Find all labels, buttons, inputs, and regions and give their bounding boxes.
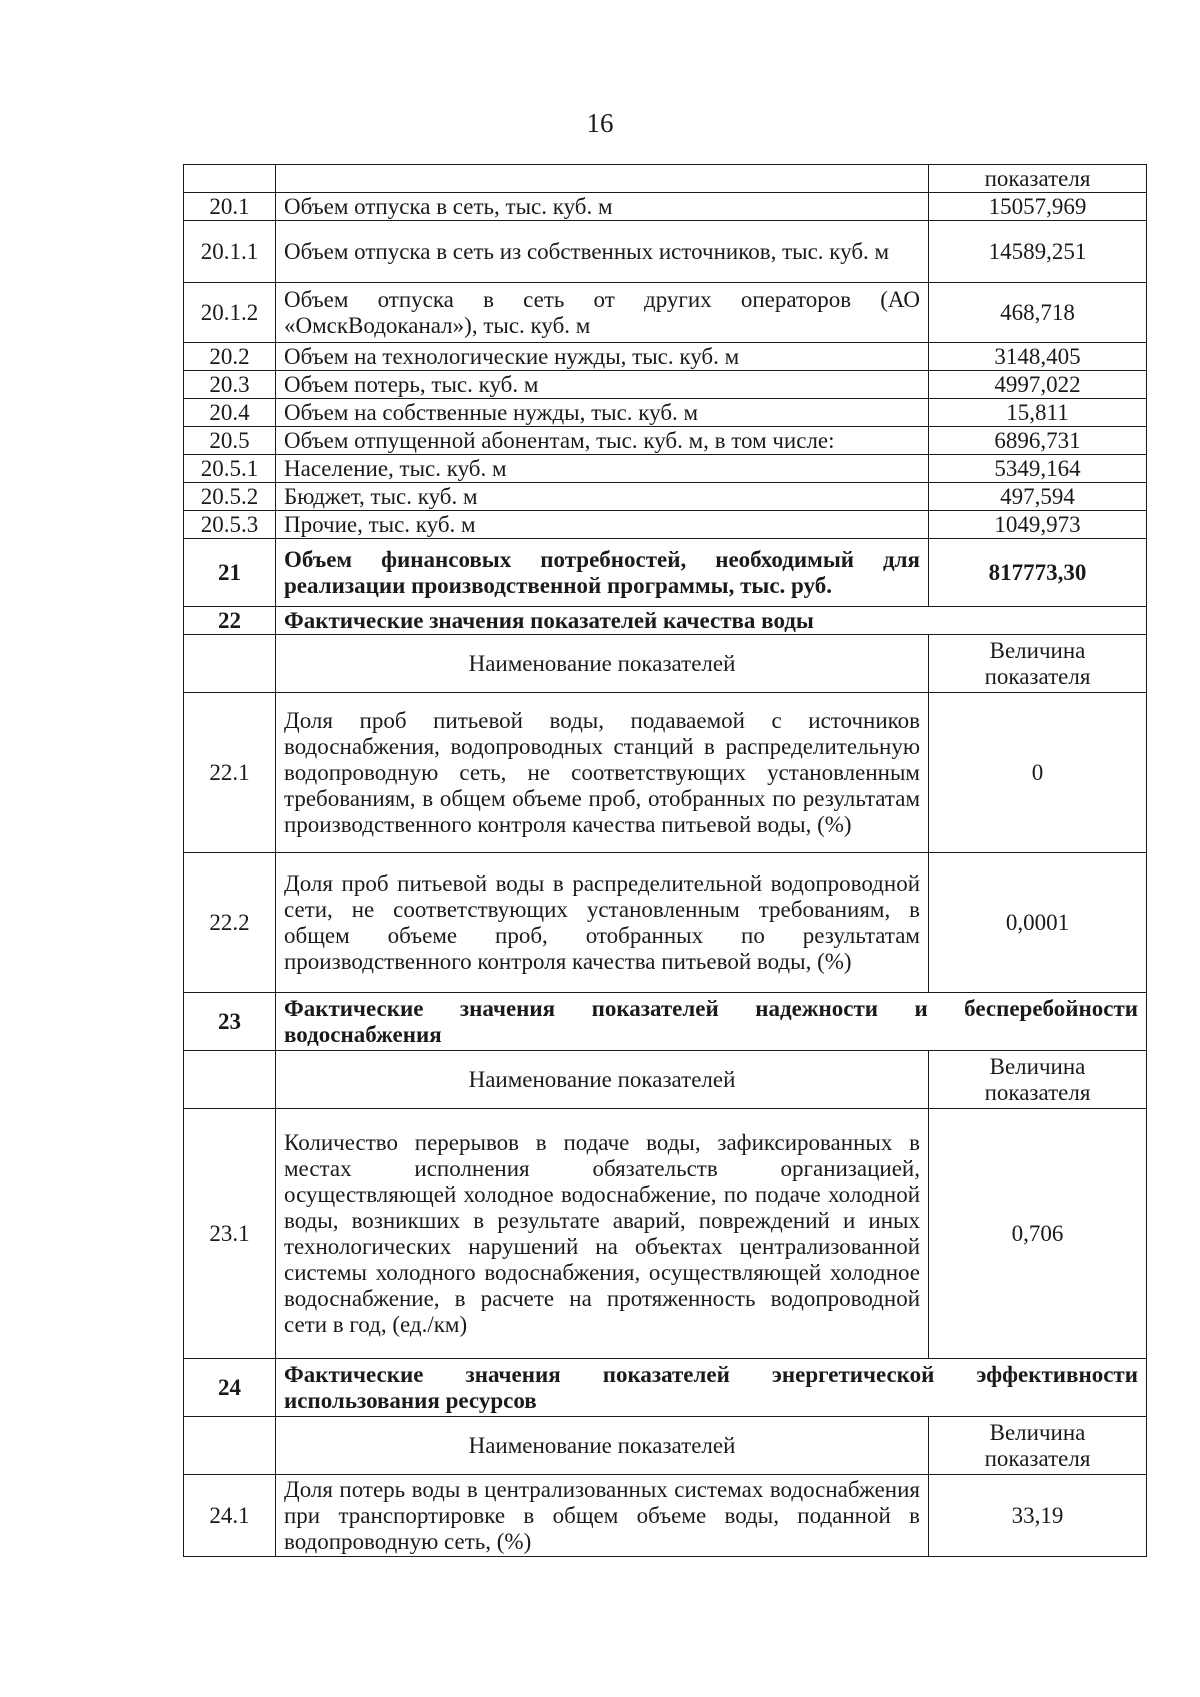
section-number: 23 [184, 993, 276, 1051]
row-value: 497,594 [929, 483, 1147, 511]
row-number: 22.1 [184, 693, 276, 853]
row-description: Объем отпущенной абонентам, тыс. куб. м, в том числе: [276, 427, 929, 455]
row-value: 0,706 [929, 1109, 1147, 1359]
table-row [184, 399, 1147, 427]
row-value: 1049,973 [929, 511, 1147, 539]
row-description: Объем отпуска в сеть из собственных источников, тыс. куб. м [276, 221, 929, 283]
row-description: Прочие, тыс. куб. м [276, 511, 929, 539]
row-description: Доля потерь воды в централизованных системах водоснабжения при транспортировке в общем объеме воды, поданной в водопроводную сеть, (%) [276, 1475, 929, 1557]
section-title: Фактические значения показателей качества воды [276, 607, 1147, 635]
table-row [184, 853, 1147, 993]
row-description: Объем отпуска в сеть, тыс. куб. м [276, 193, 929, 221]
row-description: Количество перерывов в подаче воды, зафиксированных в местах исполнения обязательств организацией, осуществляющей холодное водоснабжение, по подаче холодной воды, возникших в результате аварий, повреждений и иных технологических нарушений на объектах централизованной системы холодного водоснабжения, осуществляющей холодное водоснабжение, в расчете на протяженность водопроводной сети в год, (ед./км) [276, 1109, 929, 1359]
table-row [184, 511, 1147, 539]
row-number: 20.5.3 [184, 511, 276, 539]
table-row-21 [184, 539, 1147, 607]
table-row [184, 455, 1147, 483]
row-description: Бюджет, тыс. куб. м [276, 483, 929, 511]
row-value: 468,718 [929, 283, 1147, 343]
table-row [184, 371, 1147, 399]
table-row [184, 693, 1147, 853]
row-number: 20.4 [184, 399, 276, 427]
table-row [184, 427, 1147, 455]
section-title: Фактические значения показателей энергетической эффективности использования ресурсов [276, 1359, 1147, 1417]
section-number: 24 [184, 1359, 276, 1417]
num-cell [184, 635, 276, 693]
row-value: 0 [929, 693, 1147, 853]
column-header-value: Величина показателя [929, 1417, 1147, 1475]
row-description: Объем на технологические нужды, тыс. куб. м [276, 343, 929, 371]
row-number: 20.5 [184, 427, 276, 455]
row-number: 22.2 [184, 853, 276, 993]
row-value: 5349,164 [929, 455, 1147, 483]
row-number: 21 [184, 539, 276, 607]
num-cell [184, 1051, 276, 1109]
value-header-continued: показателя [929, 165, 1147, 193]
column-header-name: Наименование показателей [276, 635, 929, 693]
table-row [184, 1475, 1147, 1557]
row-number: 20.3 [184, 371, 276, 399]
table-row [184, 1109, 1147, 1359]
row-description: Объем потерь, тыс. куб. м [276, 371, 929, 399]
column-header-value: Величина показателя [929, 635, 1147, 693]
section-24-header [184, 1359, 1147, 1417]
row-number: 24.1 [184, 1475, 276, 1557]
column-header-name: Наименование показателей [276, 1417, 929, 1475]
table-row [184, 165, 1147, 193]
row-number: 23.1 [184, 1109, 276, 1359]
row-value: 15057,969 [929, 193, 1147, 221]
row-description: Объем на собственные нужды, тыс. куб. м [276, 399, 929, 427]
column-header-name: Наименование показателей [276, 1051, 929, 1109]
row-description: Объем отпуска в сеть от других операторов (АО «ОмскВодоканал»), тыс. куб. м [276, 283, 929, 343]
column-header-value: Величина показателя [929, 1051, 1147, 1109]
row-value: 3148,405 [929, 343, 1147, 371]
row-number: 20.1 [184, 193, 276, 221]
row-value: 817773,30 [929, 539, 1147, 607]
row-description: Доля проб питьевой воды, подаваемой с источников водоснабжения, водопроводных станций в распределительную водопроводную сеть, не соответствующих установленным требованиям, в общем объеме проб, отобранных по результатам производственного контроля качества питьевой воды, (%) [276, 693, 929, 853]
row-description: Население, тыс. куб. м [276, 455, 929, 483]
row-number: 20.5.2 [184, 483, 276, 511]
row-description: Доля проб питьевой воды в распределительной водопроводной сети, не соответствующих установленным требованиям, в общем объеме проб, отобранных по результатам производственного контроля качества питьевой воды, (%) [276, 853, 929, 993]
row-value: 4997,022 [929, 371, 1147, 399]
page-number: 16 [586, 108, 614, 138]
row-value: 0,0001 [929, 853, 1147, 993]
row-value: 6896,731 [929, 427, 1147, 455]
row-number: 20.1.2 [184, 283, 276, 343]
row-value: 14589,251 [929, 221, 1147, 283]
table-row [184, 483, 1147, 511]
table-row [184, 343, 1147, 371]
column-header-row [184, 1051, 1147, 1109]
num-cell [184, 1417, 276, 1475]
num-cell [184, 165, 276, 193]
table-row [184, 221, 1147, 283]
table-row [184, 193, 1147, 221]
section-number: 22 [184, 607, 276, 635]
row-description: Объем финансовых потребностей, необходимый для реализации производственной программы, тыс. руб. [276, 539, 929, 607]
section-23-header [184, 993, 1147, 1051]
indicators-table [183, 164, 1147, 1557]
section-title: Фактические значения показателей надежности и бесперебойности водоснабжения [276, 993, 1147, 1051]
table-row [184, 283, 1147, 343]
desc-cell [276, 165, 929, 193]
row-value: 33,19 [929, 1475, 1147, 1557]
column-header-row [184, 635, 1147, 693]
row-number: 20.2 [184, 343, 276, 371]
column-header-row [184, 1417, 1147, 1475]
row-value: 15,811 [929, 399, 1147, 427]
row-number: 20.5.1 [184, 455, 276, 483]
row-number: 20.1.1 [184, 221, 276, 283]
section-22-header [184, 607, 1147, 635]
